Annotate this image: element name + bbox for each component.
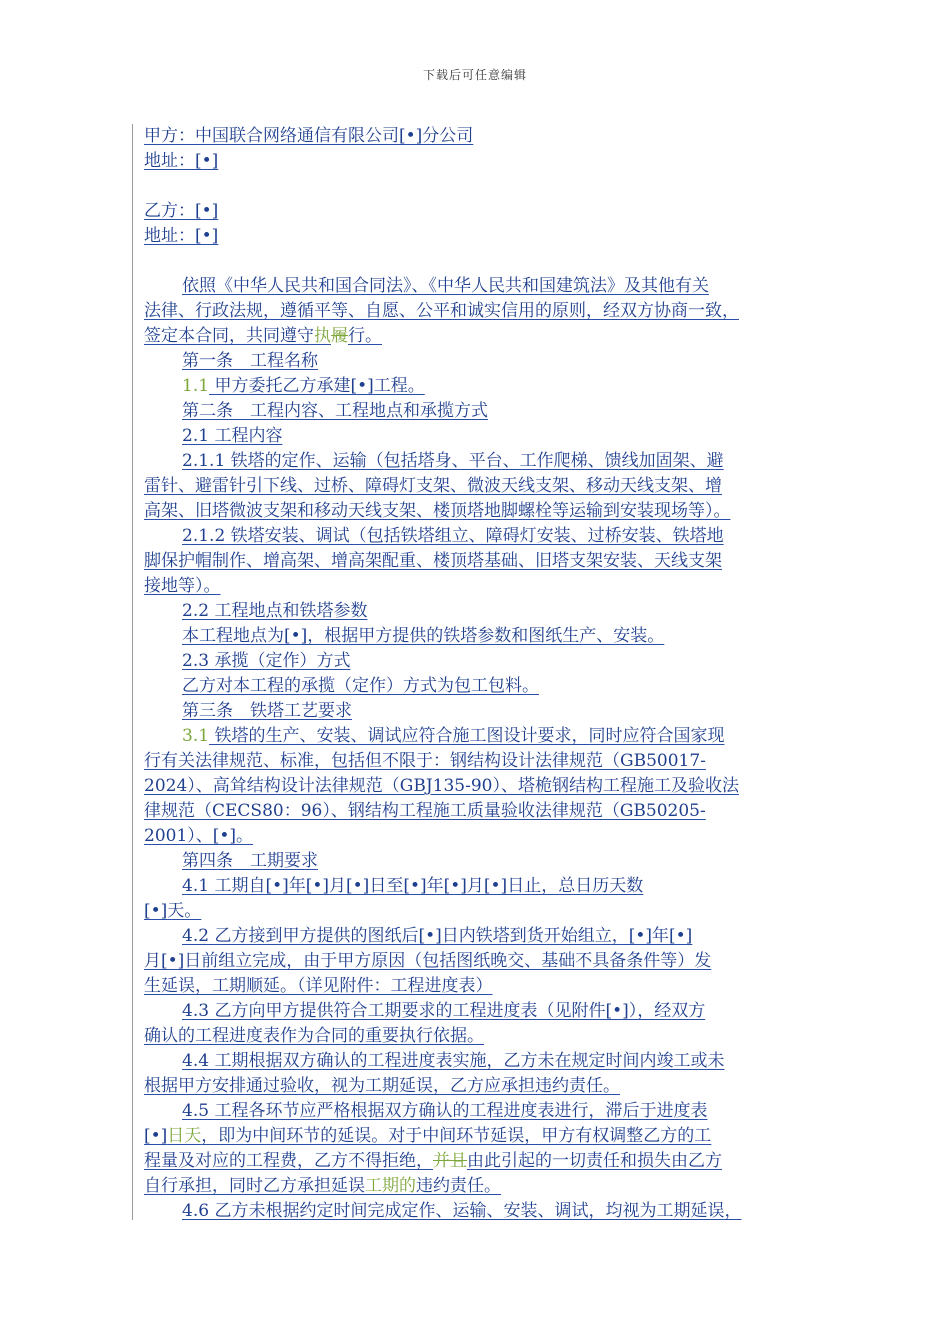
clause-text: [•]天。 — [144, 901, 202, 921]
clause-text: 4.2 乙方接到甲方提供的图纸后[•]日内铁塔到货开始组立，[•]年[•] — [182, 926, 693, 946]
inserted-text: 执 — [314, 326, 331, 346]
clause-text: 生延误，工期顺延。（详见附件：工程进度表） — [144, 976, 493, 996]
deleted-text: 并且 — [433, 1151, 467, 1171]
clause-text: 律规范（CECS80：96）、钢结构工程施工质量验收法律规范（GB50205- — [144, 801, 706, 821]
article-4-title: 第四条 工期要求 — [182, 851, 318, 871]
party-a-line — [144, 124, 808, 149]
article-1-heading — [144, 349, 808, 374]
clause-number: 3.1 — [182, 726, 210, 746]
clause-2-1-2-line-1 — [144, 524, 808, 549]
clause-2-3 — [144, 649, 808, 674]
clause-text: 4.6 乙方未根据约定时间完成定作、运输、安装、调试，均视为工期延误， — [182, 1201, 742, 1221]
preamble-text-2: 法律、行政法规，遵循平等、自愿、公平和诚实信用的原则，经双方协商一致， — [144, 301, 739, 321]
preamble-line-2 — [144, 299, 808, 324]
clause-3-1-line-4 — [144, 799, 808, 824]
clause-text: 铁塔的生产、安装、调试应符合施工图设计要求，同时应符合国家现 — [209, 726, 725, 746]
preamble-line-1 — [144, 274, 808, 299]
article-4-heading — [144, 849, 808, 874]
clause-2-2 — [144, 599, 808, 624]
preamble-line-3 — [144, 324, 808, 349]
clause-4-5-line-3 — [144, 1149, 808, 1174]
clause-text: 2.1.2 铁塔安装、调试（包括铁塔组立、障碍灯安装、过桥安装、铁塔地 — [182, 526, 724, 546]
clause-3-1-line-5 — [144, 824, 808, 849]
clause-text: 乙方对本工程的承揽（定作）方式为包工包料。 — [182, 676, 539, 696]
clause-4-4-line-1 — [144, 1049, 808, 1074]
clause-4-5-line-2 — [144, 1124, 808, 1149]
clause-text: 自行承担，同时乙方承担延误 — [144, 1176, 365, 1196]
clause-4-3-line-1 — [144, 999, 808, 1024]
inserted-text: 日天 — [167, 1126, 202, 1146]
article-2-title: 第二条 工程内容、工程地点和承揽方式 — [182, 401, 488, 421]
party-a: 甲方：中国联合网络通信有限公司[•]分公司 — [144, 126, 474, 146]
clause-text: 月[•]日前组立完成，由于甲方原因（包括图纸晚交、基础不具备条件等）发 — [144, 951, 712, 971]
clause-3-1-line-2 — [144, 749, 808, 774]
clause-text: ，即为中间环节的延误。对于中间环节延误，甲方有权调整乙方的工 — [201, 1126, 712, 1146]
clause-text: 雷针、避雷针引下线、过桥、障碍灯支架、微波天线支架、移动天线支架、增 — [144, 476, 722, 496]
clause-3-1-line-3 — [144, 774, 808, 799]
clause-2-1-2-line-2 — [144, 549, 808, 574]
clause-text: 根据甲方安排通过验收，视为工期延误，乙方应承担违约责任。 — [144, 1076, 620, 1096]
clause-4-6-line-1 — [144, 1199, 808, 1224]
party-a-address — [144, 149, 808, 174]
clause-1-1 — [144, 374, 808, 399]
party-b-line — [144, 199, 808, 224]
spacer — [144, 174, 808, 199]
clause-text: 2.2 工程地点和铁塔参数 — [182, 601, 368, 621]
preamble-text-3: 签定本合同，共同遵守 — [144, 326, 314, 346]
article-3-title: 第三条 铁塔工艺要求 — [182, 701, 352, 721]
clause-2-1 — [144, 424, 808, 449]
clause-text: 2.1 工程内容 — [182, 426, 283, 446]
clause-3-1-line-1 — [144, 724, 808, 749]
clause-text: 甲方委托乙方承建[•]工程。 — [209, 376, 425, 396]
clause-text: 本工程地点为[•]，根据甲方提供的铁塔参数和图纸生产、安装。 — [182, 626, 665, 646]
clause-text: 程量及对应的工程费，乙方不得拒绝， — [144, 1151, 433, 1171]
clause-2-2-body — [144, 624, 808, 649]
clause-text: 确认的工程进度表作为合同的重要执行依据。 — [144, 1026, 484, 1046]
clause-4-4-line-2 — [144, 1074, 808, 1099]
clause-4-1-line-2 — [144, 899, 808, 924]
article-3-heading — [144, 699, 808, 724]
clause-text: 4.5 工程各环节应严格根据双方确认的工程进度表进行，滞后于进度表 — [182, 1101, 708, 1121]
clause-text: 由此引起的一切责任和损失由乙方 — [467, 1151, 722, 1171]
article-2-heading — [144, 399, 808, 424]
clause-text: 4.1 工期自[•]年[•]月[•]日至[•]年[•]月[•]日止，总日历天数 — [182, 876, 644, 896]
party-b: 乙方：[•] — [144, 201, 219, 221]
spacer — [144, 249, 808, 274]
clause-2-1-1-line-3 — [144, 499, 808, 524]
clause-4-1-line-1 — [144, 874, 808, 899]
clause-4-2-line-3 — [144, 974, 808, 999]
clause-text: 4.4 工期根据双方确认的工程进度表实施，乙方未在规定时间内竣工或未 — [182, 1051, 725, 1071]
clause-text: 接地等）。 — [144, 576, 221, 596]
clause-text: 2001）、[•]。 — [144, 826, 254, 846]
clause-text: 脚保护帽制作、增高架、增高架配重、楼顶塔基础、旧塔支架安装、天线支架 — [144, 551, 722, 571]
contract-body — [144, 124, 808, 1224]
inserted-text: 工期的 — [365, 1176, 416, 1196]
deleted-text: 履 — [331, 326, 348, 346]
preamble-text-1: 依照《中华人民共和国合同法》、《中华人民共和国建筑法》及其他有关 — [182, 276, 709, 296]
party-a-address-text: 地址：[•] — [144, 151, 219, 171]
clause-4-5-line-1 — [144, 1099, 808, 1124]
clause-text: 行有关法律规范、标准，包括但不限于：钢结构设计法律规范（GB50017- — [144, 751, 706, 771]
clause-4-2-line-1 — [144, 924, 808, 949]
clause-4-5-line-4 — [144, 1174, 808, 1199]
page-header: 下载后可任意编辑 — [422, 68, 527, 82]
clause-text: 4.3 乙方向甲方提供符合工期要求的工程进度表（见附件[•]），经双方 — [182, 1001, 706, 1021]
clause-4-3-line-2 — [144, 1024, 808, 1049]
party-b-address — [144, 224, 808, 249]
clause-text: 2.1.1 铁塔的定作、运输（包括塔身、平台、工作爬梯、馈线加固架、避 — [182, 451, 724, 471]
clause-2-1-1-line-1 — [144, 449, 808, 474]
party-b-address-text: 地址：[•] — [144, 226, 219, 246]
article-1-title: 第一条 工程名称 — [182, 351, 318, 371]
clause-text: 违约责任。 — [416, 1176, 501, 1196]
clause-text: 2024）、高耸结构设计法律规范（GBJ135-90）、塔桅钢结构工程施工及验收法 — [144, 776, 739, 796]
clause-text: [•] — [144, 1126, 168, 1146]
clause-text: 2.3 承揽（定作）方式 — [182, 651, 351, 671]
clause-2-1-1-line-2 — [144, 474, 808, 499]
margin-bar — [132, 124, 133, 1220]
clause-text: 高架、旧塔微波支架和移动天线支架、楼顶塔地脚螺栓等运输到安装现场等）。 — [144, 501, 731, 521]
clause-2-1-2-line-3 — [144, 574, 808, 599]
clause-4-2-line-2 — [144, 949, 808, 974]
clause-number: 1.1 — [182, 376, 210, 396]
preamble-text-3-end: 行。 — [348, 326, 382, 346]
clause-2-3-body — [144, 674, 808, 699]
